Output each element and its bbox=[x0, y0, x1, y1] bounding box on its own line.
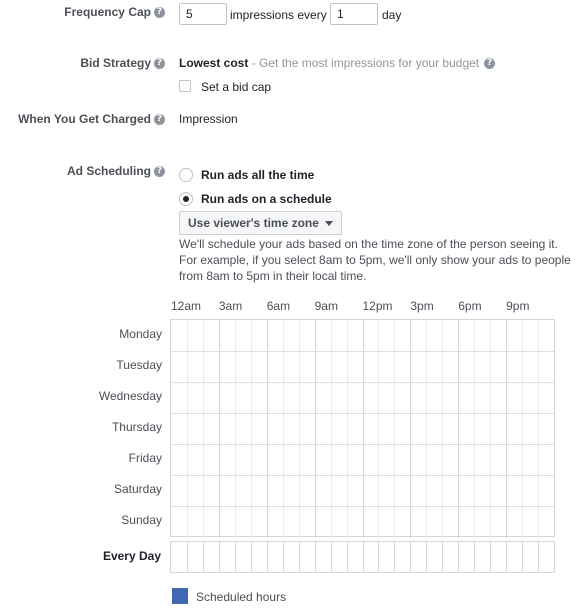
timezone-description: We'll schedule your ads based on the time zone of the person seeing it. For example, if you select 8am to 5pm, we'll only show your ads to people from 8am to 5pm in their local time. bbox=[179, 237, 571, 283]
bid-cap-label[interactable]: Set a bid cap bbox=[201, 80, 272, 94]
day-label: Tuesday bbox=[116, 358, 162, 372]
days-text: day bbox=[382, 8, 402, 22]
day-label: Thursday bbox=[111, 420, 162, 434]
hour-cell[interactable] bbox=[474, 352, 490, 383]
charged-value: Impression bbox=[179, 112, 238, 126]
hour-cell[interactable] bbox=[203, 414, 219, 445]
run-on-schedule-radio[interactable] bbox=[179, 192, 193, 206]
grid-row bbox=[171, 475, 554, 507]
hour-cell[interactable] bbox=[267, 352, 283, 383]
hour-cell[interactable] bbox=[267, 383, 283, 414]
hour-cell[interactable] bbox=[426, 383, 442, 414]
hour-cell[interactable] bbox=[203, 383, 219, 414]
hour-cell[interactable] bbox=[410, 414, 426, 445]
hour-cell[interactable] bbox=[251, 542, 267, 572]
hour-cell[interactable] bbox=[538, 414, 554, 445]
hour-cell[interactable] bbox=[331, 542, 347, 572]
hour-cell[interactable] bbox=[267, 320, 283, 351]
hour-cell[interactable] bbox=[187, 476, 203, 507]
grid-row bbox=[171, 444, 554, 476]
hour-cell[interactable] bbox=[251, 507, 267, 538]
day-label: Saturday bbox=[113, 482, 162, 496]
hour-cell[interactable] bbox=[458, 507, 474, 538]
hour-cell[interactable] bbox=[171, 320, 187, 351]
hour-cell[interactable] bbox=[394, 383, 410, 414]
hour-cell[interactable] bbox=[363, 383, 379, 414]
hour-cell[interactable] bbox=[299, 507, 315, 538]
hour-cell[interactable] bbox=[394, 414, 410, 445]
hour-cell[interactable] bbox=[522, 320, 538, 351]
grid-row bbox=[171, 351, 554, 383]
hour-cell[interactable] bbox=[363, 414, 379, 445]
hour-cell[interactable] bbox=[506, 414, 522, 445]
hour-cell[interactable] bbox=[522, 507, 538, 538]
hour-cell[interactable] bbox=[219, 320, 235, 351]
hour-cell[interactable] bbox=[187, 445, 203, 476]
hour-cell[interactable] bbox=[203, 542, 219, 572]
hour-cell[interactable] bbox=[522, 414, 538, 445]
hour-cell[interactable] bbox=[506, 352, 522, 383]
hour-cell[interactable] bbox=[251, 445, 267, 476]
hour-label: 9pm bbox=[506, 299, 530, 313]
hour-cell[interactable] bbox=[363, 320, 379, 351]
hour-cell[interactable] bbox=[410, 476, 426, 507]
hour-cell[interactable] bbox=[251, 320, 267, 351]
day-label: Wednesday bbox=[98, 389, 162, 403]
hour-cell[interactable] bbox=[474, 445, 490, 476]
help-icon[interactable]: ? bbox=[154, 114, 165, 125]
grid-row bbox=[171, 382, 554, 414]
hour-cell[interactable] bbox=[378, 507, 394, 538]
hour-cell[interactable] bbox=[331, 383, 347, 414]
hour-cell[interactable] bbox=[458, 542, 474, 572]
hour-cell[interactable] bbox=[347, 320, 363, 351]
grid-row bbox=[171, 506, 554, 538]
hour-cell[interactable] bbox=[299, 542, 315, 572]
help-icon[interactable]: ? bbox=[484, 58, 495, 69]
hour-cell[interactable] bbox=[315, 542, 331, 572]
every-day-grid[interactable] bbox=[170, 541, 555, 573]
hour-cell[interactable] bbox=[522, 352, 538, 383]
hour-cell[interactable] bbox=[442, 383, 458, 414]
hour-cell[interactable] bbox=[442, 445, 458, 476]
grid-row bbox=[171, 413, 554, 445]
hour-cell[interactable] bbox=[187, 542, 203, 572]
hour-cell[interactable] bbox=[442, 476, 458, 507]
hour-cell[interactable] bbox=[490, 445, 506, 476]
hour-cell[interactable] bbox=[538, 383, 554, 414]
hour-cell[interactable] bbox=[267, 414, 283, 445]
hour-cell[interactable] bbox=[522, 383, 538, 414]
hour-cell[interactable] bbox=[506, 445, 522, 476]
hour-cell[interactable] bbox=[299, 414, 315, 445]
timezone-dropdown[interactable] bbox=[179, 211, 342, 235]
day-label: Friday bbox=[128, 451, 162, 465]
hour-cell[interactable] bbox=[219, 352, 235, 383]
hour-label: 3pm bbox=[410, 299, 434, 313]
legend-swatch bbox=[172, 588, 188, 604]
hour-cell[interactable] bbox=[458, 414, 474, 445]
hour-cell[interactable] bbox=[506, 320, 522, 351]
hour-cell[interactable] bbox=[219, 445, 235, 476]
hour-cell[interactable] bbox=[490, 507, 506, 538]
hour-cell[interactable] bbox=[299, 445, 315, 476]
hour-cell[interactable] bbox=[331, 507, 347, 538]
days-input[interactable]: 1 bbox=[330, 3, 378, 25]
day-label: Sunday bbox=[121, 513, 162, 527]
hour-cell[interactable] bbox=[506, 542, 522, 572]
hour-cell[interactable] bbox=[347, 414, 363, 445]
hour-cell[interactable] bbox=[347, 542, 363, 572]
hour-cell[interactable] bbox=[251, 476, 267, 507]
hour-cell[interactable] bbox=[331, 476, 347, 507]
hour-cell[interactable] bbox=[538, 320, 554, 351]
hour-cell[interactable] bbox=[267, 507, 283, 538]
hour-cell[interactable] bbox=[378, 542, 394, 572]
hour-cell[interactable] bbox=[378, 352, 394, 383]
hour-cell[interactable] bbox=[299, 352, 315, 383]
hour-cell[interactable] bbox=[283, 320, 299, 351]
hour-cell[interactable] bbox=[187, 383, 203, 414]
help-icon[interactable]: ? bbox=[154, 166, 165, 177]
every-day-label: Every Day bbox=[102, 549, 161, 563]
hour-cell[interactable] bbox=[522, 542, 538, 572]
hour-cell[interactable] bbox=[410, 352, 426, 383]
hour-cell[interactable] bbox=[474, 383, 490, 414]
hour-cell[interactable] bbox=[235, 383, 251, 414]
hour-cell[interactable] bbox=[187, 320, 203, 351]
hour-cell[interactable] bbox=[410, 445, 426, 476]
hour-cell[interactable] bbox=[171, 476, 187, 507]
hour-cell[interactable] bbox=[506, 476, 522, 507]
hour-cell[interactable] bbox=[283, 414, 299, 445]
hour-cell[interactable] bbox=[315, 445, 331, 476]
hour-cell[interactable] bbox=[426, 507, 442, 538]
hour-cell[interactable] bbox=[235, 414, 251, 445]
hour-cell[interactable] bbox=[347, 383, 363, 414]
hour-cell[interactable] bbox=[410, 320, 426, 351]
run-on-schedule-label[interactable]: Run ads on a schedule bbox=[201, 192, 332, 206]
hour-label: 9am bbox=[314, 299, 338, 313]
hour-cell[interactable] bbox=[458, 476, 474, 507]
hour-cell[interactable] bbox=[171, 507, 187, 538]
impressions-input[interactable]: 5 bbox=[179, 3, 227, 25]
hour-cell[interactable] bbox=[378, 476, 394, 507]
hour-cell[interactable] bbox=[267, 476, 283, 507]
hour-cell[interactable] bbox=[315, 383, 331, 414]
hour-cell[interactable] bbox=[426, 414, 442, 445]
hour-cell[interactable] bbox=[283, 507, 299, 538]
hour-cell[interactable] bbox=[251, 414, 267, 445]
hour-cell[interactable] bbox=[203, 476, 219, 507]
hour-cell[interactable] bbox=[363, 476, 379, 507]
hour-cell[interactable] bbox=[219, 383, 235, 414]
help-icon[interactable]: ? bbox=[154, 7, 165, 18]
hour-cell[interactable] bbox=[219, 414, 235, 445]
schedule-grid[interactable] bbox=[170, 319, 555, 537]
hour-label: 12pm bbox=[362, 299, 393, 313]
hour-label: 6pm bbox=[458, 299, 482, 313]
hour-cell[interactable] bbox=[299, 476, 315, 507]
hour-cell[interactable] bbox=[283, 445, 299, 476]
hour-cell[interactable] bbox=[442, 414, 458, 445]
day-label: Monday bbox=[119, 327, 162, 341]
hour-cell[interactable] bbox=[426, 320, 442, 351]
run-all-time-radio[interactable] bbox=[179, 168, 193, 182]
hour-cell[interactable] bbox=[251, 383, 267, 414]
hour-cell[interactable] bbox=[538, 542, 554, 572]
hour-cell[interactable] bbox=[426, 445, 442, 476]
hour-cell[interactable] bbox=[394, 320, 410, 351]
hour-cell[interactable] bbox=[347, 445, 363, 476]
hour-cell[interactable] bbox=[474, 320, 490, 351]
hour-cell[interactable] bbox=[474, 476, 490, 507]
hour-cell[interactable] bbox=[426, 352, 442, 383]
hour-cell[interactable] bbox=[490, 414, 506, 445]
hour-cell[interactable] bbox=[235, 542, 251, 572]
hour-cell[interactable] bbox=[171, 352, 187, 383]
timezone-dropdown-label: Use viewer's time zone bbox=[188, 216, 319, 230]
hour-cell[interactable] bbox=[283, 352, 299, 383]
hour-cell[interactable] bbox=[442, 352, 458, 383]
bid-strategy-name: Lowest cost bbox=[179, 56, 249, 70]
hour-cell[interactable] bbox=[347, 476, 363, 507]
hour-cell[interactable] bbox=[490, 320, 506, 351]
hour-cell[interactable] bbox=[363, 507, 379, 538]
hour-cell[interactable] bbox=[219, 542, 235, 572]
hour-cell[interactable] bbox=[235, 507, 251, 538]
hour-cell[interactable] bbox=[378, 320, 394, 351]
hour-cell[interactable] bbox=[203, 445, 219, 476]
hour-cell[interactable] bbox=[331, 414, 347, 445]
hour-cell[interactable] bbox=[394, 445, 410, 476]
hour-cell[interactable] bbox=[458, 383, 474, 414]
hour-cell[interactable] bbox=[203, 507, 219, 538]
hour-cell[interactable] bbox=[474, 542, 490, 572]
hour-cell[interactable] bbox=[219, 507, 235, 538]
hour-cell[interactable] bbox=[267, 445, 283, 476]
hour-cell[interactable] bbox=[235, 320, 251, 351]
bid-strategy-label: Bid Strategy ? bbox=[80, 56, 165, 70]
hour-cell[interactable] bbox=[171, 542, 187, 572]
hour-cell[interactable] bbox=[251, 352, 267, 383]
hour-cell[interactable] bbox=[315, 414, 331, 445]
chevron-down-icon bbox=[325, 221, 333, 226]
hour-cell[interactable] bbox=[299, 383, 315, 414]
hour-cell[interactable] bbox=[394, 542, 410, 572]
hour-cell[interactable] bbox=[378, 445, 394, 476]
hour-cell[interactable] bbox=[331, 352, 347, 383]
hour-cell[interactable] bbox=[187, 352, 203, 383]
hour-cell[interactable] bbox=[363, 445, 379, 476]
hour-cell[interactable] bbox=[235, 352, 251, 383]
impressions-text: impressions every bbox=[230, 8, 327, 22]
ad-scheduling-label: Ad Scheduling ? bbox=[67, 164, 165, 178]
hour-cell[interactable] bbox=[538, 476, 554, 507]
hour-cell[interactable] bbox=[363, 352, 379, 383]
hour-cell[interactable] bbox=[219, 476, 235, 507]
hour-cell[interactable] bbox=[394, 352, 410, 383]
hour-cell[interactable] bbox=[315, 476, 331, 507]
hour-cell[interactable] bbox=[410, 542, 426, 572]
grid-row bbox=[171, 542, 554, 572]
hour-cell[interactable] bbox=[458, 352, 474, 383]
hour-cell[interactable] bbox=[315, 507, 331, 538]
hour-cell[interactable] bbox=[490, 542, 506, 572]
hour-label: 6am bbox=[266, 299, 291, 313]
hour-cell[interactable] bbox=[203, 320, 219, 351]
bid-strategy-value bbox=[179, 56, 495, 70]
hour-cell[interactable] bbox=[299, 320, 315, 351]
hour-cell[interactable] bbox=[347, 352, 363, 383]
hour-cell[interactable] bbox=[538, 507, 554, 538]
hour-cell[interactable] bbox=[331, 320, 347, 351]
grid-row bbox=[171, 320, 554, 351]
hour-cell[interactable] bbox=[283, 383, 299, 414]
hour-cell[interactable] bbox=[171, 414, 187, 445]
hour-cell[interactable] bbox=[347, 507, 363, 538]
hour-cell[interactable] bbox=[363, 542, 379, 572]
hour-cell[interactable] bbox=[331, 445, 347, 476]
frequency-cap-label: Frequency Cap ? bbox=[64, 5, 165, 19]
hour-cell[interactable] bbox=[410, 507, 426, 538]
hour-cell[interactable] bbox=[442, 507, 458, 538]
hour-cell[interactable] bbox=[378, 383, 394, 414]
hour-cell[interactable] bbox=[522, 476, 538, 507]
hour-cell[interactable] bbox=[378, 414, 394, 445]
bid-strategy-description: - Get the most impressions for your budget bbox=[248, 56, 480, 70]
hour-cell[interactable] bbox=[394, 507, 410, 538]
hour-cell[interactable] bbox=[187, 507, 203, 538]
help-icon[interactable]: ? bbox=[154, 58, 165, 69]
hour-cell[interactable] bbox=[235, 476, 251, 507]
hour-cell[interactable] bbox=[315, 320, 331, 351]
hour-cell[interactable] bbox=[283, 542, 299, 572]
hour-cell[interactable] bbox=[522, 445, 538, 476]
hour-cell[interactable] bbox=[267, 542, 283, 572]
hour-cell[interactable] bbox=[490, 383, 506, 414]
hour-label: 12am bbox=[171, 299, 202, 313]
run-all-time-label[interactable]: Run ads all the time bbox=[201, 168, 315, 182]
hour-cell[interactable] bbox=[474, 507, 490, 538]
hour-cell[interactable] bbox=[426, 542, 442, 572]
hour-cell[interactable] bbox=[538, 352, 554, 383]
hour-cell[interactable] bbox=[187, 414, 203, 445]
hour-cell[interactable] bbox=[442, 542, 458, 572]
hour-cell[interactable] bbox=[410, 383, 426, 414]
hour-cell[interactable] bbox=[506, 383, 522, 414]
hour-cell[interactable] bbox=[426, 476, 442, 507]
bid-cap-checkbox[interactable] bbox=[179, 80, 191, 92]
hour-cell[interactable] bbox=[315, 352, 331, 383]
hour-cell[interactable] bbox=[394, 476, 410, 507]
hour-cell[interactable] bbox=[442, 320, 458, 351]
hour-cell[interactable] bbox=[235, 445, 251, 476]
hour-cell[interactable] bbox=[283, 476, 299, 507]
charged-label: When You Get Charged ? bbox=[18, 112, 165, 126]
hour-cell[interactable] bbox=[171, 445, 187, 476]
hour-cell[interactable] bbox=[490, 352, 506, 383]
hour-cell[interactable] bbox=[203, 352, 219, 383]
legend-label: Scheduled hours bbox=[196, 590, 287, 604]
hour-label: 3am bbox=[218, 299, 243, 313]
hour-cell[interactable] bbox=[538, 445, 554, 476]
hour-cell[interactable] bbox=[490, 476, 506, 507]
hour-cell[interactable] bbox=[458, 320, 474, 351]
hour-cell[interactable] bbox=[506, 507, 522, 538]
hour-cell[interactable] bbox=[458, 445, 474, 476]
hour-cell[interactable] bbox=[474, 414, 490, 445]
hour-cell[interactable] bbox=[171, 383, 187, 414]
